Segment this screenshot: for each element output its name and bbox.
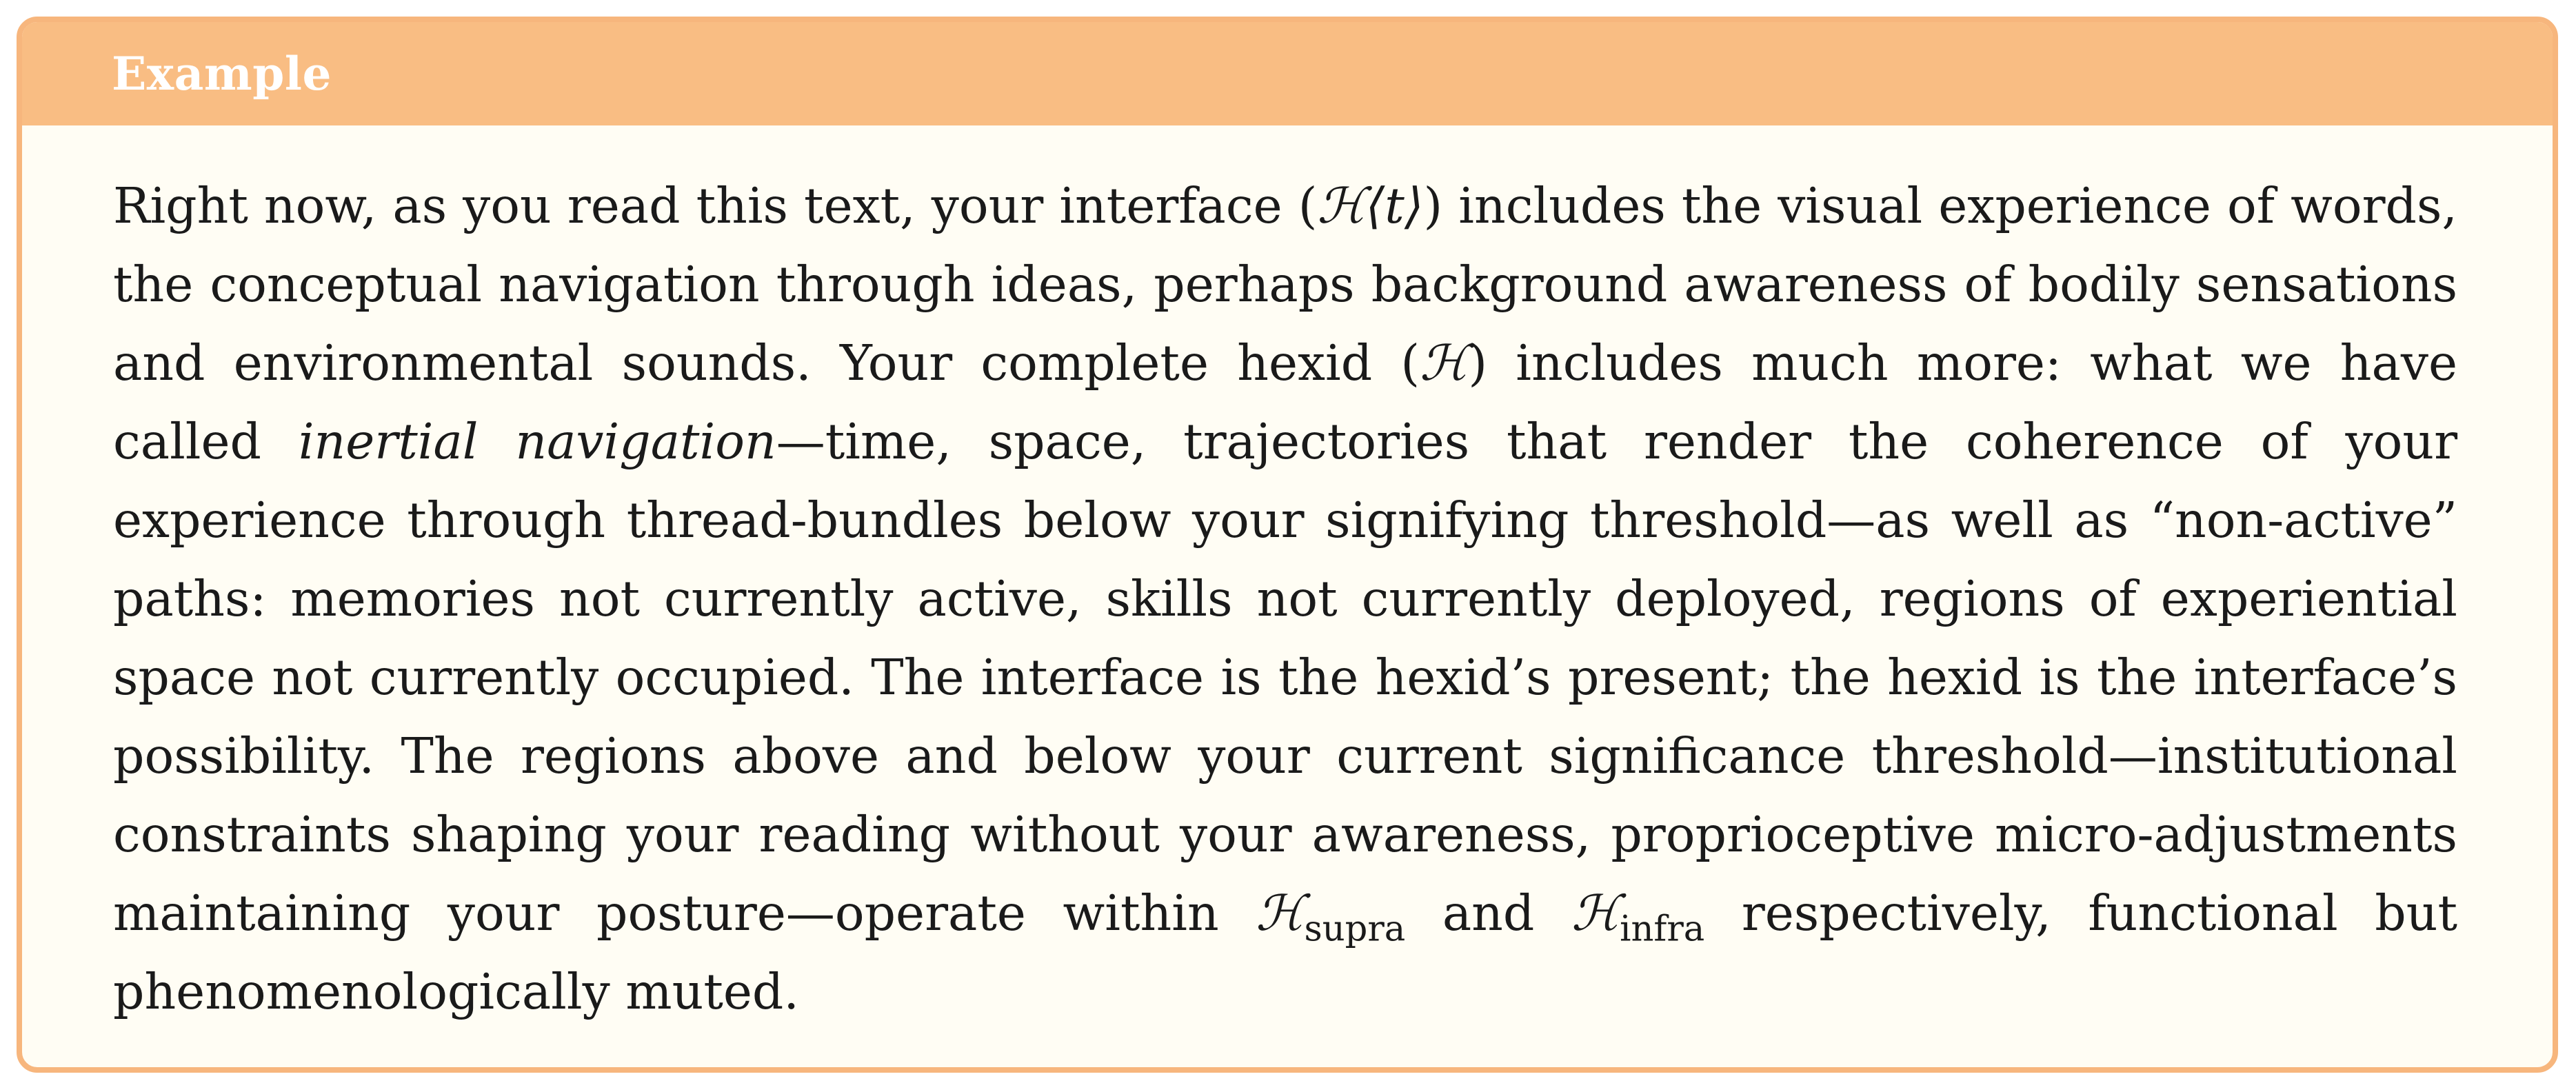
math-interface-symbol: ℋ⟨t⟩ [1317, 177, 1424, 234]
math-symbol: ℋ [1256, 884, 1305, 942]
text-segment: Right now, as you read this text, your interface ( [113, 177, 1318, 234]
text-segment: —time, space, trajectories that render the coherence of your experience through thread-bundles below your signifying threshold—as well as “non-active” paths: memories not currently active, skills not currently deployed, regions of experiential space not currently occupied. The interface is the hexid’s present; the hexid is the interface’s possibility. The regions above and below your current significance threshold—institutional constraints shaping your reading without your awareness, proprioceptive micro-adjustments maintaining your posture—operate within [113, 413, 2458, 942]
text-segment: ) includes the visual experience of words, the conceptual navigation through ideas, perhaps background awareness of bodily sensations and environmental sounds. Your complete hexid ( [113, 177, 2457, 392]
math-subscript: supra [1304, 909, 1406, 950]
example-box-title: Example [112, 47, 332, 101]
example-box-header [22, 22, 2553, 125]
emphasized-term: inertial navigation [298, 413, 776, 470]
text-segment: and [1405, 884, 1571, 942]
math-subscript: infra [1620, 909, 1705, 950]
example-box [17, 17, 2558, 1073]
text-segment: respectively, functional but phenomenologically muted. [113, 884, 2457, 1020]
text-segment: ) includes much more: what we have called [113, 334, 2457, 470]
example-paragraph [113, 167, 2457, 1031]
math-hexid-infra-symbol [1571, 884, 1705, 950]
math-hexid-supra-symbol [1256, 884, 1406, 950]
example-box-body [22, 125, 2553, 1031]
math-symbol: ℋ [1571, 884, 1620, 942]
math-hexid-symbol: ℋ [1420, 334, 1469, 392]
